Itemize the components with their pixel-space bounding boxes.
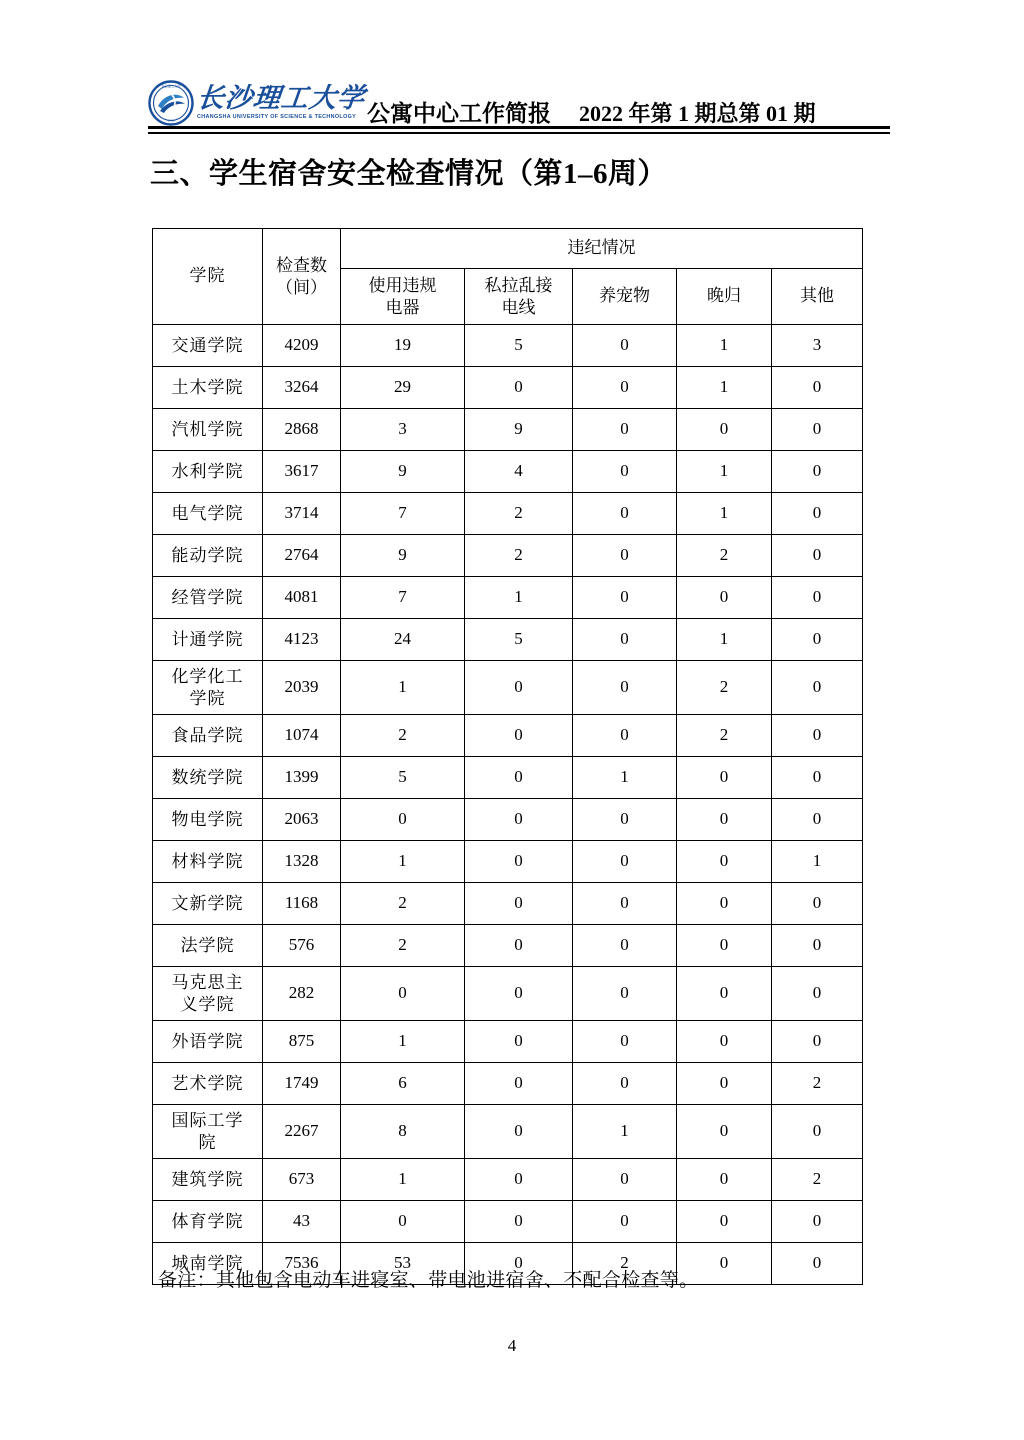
column-header-pets: 养宠物 [573,269,677,325]
appliance-label-line2: 电器 [385,297,420,317]
cell-illegal-wiring: 1 [465,577,573,619]
table-row [153,661,863,715]
header-rule-thin [148,132,890,134]
cell-other: 3 [772,325,863,367]
cell-inspected-count: 2267 [263,1105,341,1159]
cell-pets: 0 [573,325,677,367]
column-header-illegal-appliance [341,269,465,325]
table-row [153,325,863,367]
university-name-en: CHANGSHA UNIVERSITY OF SCIENCE & TECHNOLOGY [197,113,357,120]
college-name-line: 文新学院 [171,893,244,913]
table-row [153,967,863,1021]
header-rule-thick [148,126,890,129]
cell-other: 0 [772,451,863,493]
cell-inspected-count: 1399 [263,757,341,799]
cell-college-name [153,799,263,841]
cell-college-name [153,1063,263,1105]
university-logo [148,80,365,126]
cell-late-return: 1 [677,493,772,535]
cell-college-name [153,715,263,757]
cell-illegal-wiring: 0 [465,715,573,757]
wire-label-line2: 电线 [501,297,536,317]
cell-illegal-appliance: 9 [341,451,465,493]
column-header-illegal-wiring [465,269,573,325]
college-name-line: 交通学院 [171,335,244,355]
college-name-line: 法学院 [180,935,235,955]
cell-college-name [153,883,263,925]
cell-other: 0 [772,1021,863,1063]
cell-illegal-appliance: 29 [341,367,465,409]
cell-other: 0 [772,799,863,841]
cell-college-name [153,535,263,577]
cell-illegal-appliance: 2 [341,715,465,757]
cell-illegal-wiring: 5 [465,619,573,661]
cell-illegal-appliance: 1 [341,1159,465,1201]
cell-illegal-wiring: 0 [465,1159,573,1201]
cell-pets: 0 [573,799,677,841]
table-row [153,799,863,841]
college-name-line: 能动学院 [171,545,244,565]
cell-illegal-appliance: 5 [341,757,465,799]
cell-illegal-wiring: 0 [465,967,573,1021]
cell-other: 0 [772,661,863,715]
cell-pets: 1 [573,757,677,799]
college-name-line: 外语学院 [171,1031,244,1051]
cell-college-name [153,577,263,619]
cell-inspected-count: 4209 [263,325,341,367]
publication-title: 公寓中心工作简报 [367,101,551,126]
cell-late-return: 0 [677,799,772,841]
cell-illegal-wiring: 2 [465,493,573,535]
cell-pets: 0 [573,493,677,535]
cell-illegal-appliance: 0 [341,1201,465,1243]
cell-inspected-count: 2764 [263,535,341,577]
cell-late-return: 2 [677,661,772,715]
college-name-line: 汽机学院 [171,419,244,439]
cell-late-return: 1 [677,325,772,367]
column-header-college: 学院 [153,229,263,325]
cell-inspected-count: 1074 [263,715,341,757]
cell-illegal-wiring: 0 [465,367,573,409]
cell-pets: 0 [573,409,677,451]
cell-illegal-appliance: 1 [341,841,465,883]
cell-inspected-count: 576 [263,925,341,967]
cell-illegal-appliance: 3 [341,409,465,451]
cell-college-name [153,619,263,661]
cell-illegal-appliance: 53 [341,1243,465,1285]
cell-late-return: 1 [677,451,772,493]
inspected-label-line1: 检查数 [276,256,327,276]
cell-pets: 0 [573,535,677,577]
college-name-line: 数统学院 [171,767,244,787]
table-row [153,1021,863,1063]
university-seal-icon [148,80,194,126]
cell-late-return: 0 [677,757,772,799]
table-row [153,715,863,757]
wire-label-line1: 私拉乱接 [484,276,553,296]
cell-illegal-wiring: 5 [465,325,573,367]
cell-college-name [153,661,263,715]
cell-late-return: 0 [677,883,772,925]
cell-illegal-wiring: 0 [465,799,573,841]
cell-pets: 0 [573,883,677,925]
table-header-row-top [153,229,863,269]
cell-other: 0 [772,409,863,451]
college-name-line: 经管学院 [171,587,244,607]
cell-late-return: 1 [677,367,772,409]
table-row [153,409,863,451]
cell-illegal-wiring: 0 [465,883,573,925]
table-row [153,451,863,493]
cell-pets: 0 [573,967,677,1021]
cell-late-return: 0 [677,967,772,1021]
cell-other: 0 [772,1201,863,1243]
cell-college-name [153,1021,263,1063]
cell-late-return: 0 [677,1063,772,1105]
cell-illegal-wiring: 0 [465,1243,573,1285]
cell-college-name [153,451,263,493]
masthead [148,58,890,128]
cell-inspected-count: 4081 [263,577,341,619]
table-row [153,619,863,661]
cell-illegal-appliance: 6 [341,1063,465,1105]
cell-illegal-wiring: 0 [465,757,573,799]
college-name-line: 义学院 [180,994,235,1014]
cell-pets: 0 [573,661,677,715]
college-name-line: 化学化工 [171,667,244,687]
college-name-line: 土木学院 [171,377,244,397]
cell-late-return: 2 [677,535,772,577]
cell-illegal-appliance: 7 [341,493,465,535]
table-row [153,883,863,925]
cell-pets: 0 [573,367,677,409]
cell-other: 0 [772,577,863,619]
cell-inspected-count: 2063 [263,799,341,841]
cell-pets: 0 [573,1021,677,1063]
cell-other: 0 [772,367,863,409]
cell-illegal-appliance: 0 [341,799,465,841]
inspection-table-container [152,228,862,1285]
cell-other: 0 [772,967,863,1021]
cell-illegal-wiring: 0 [465,1021,573,1063]
table-row [153,1105,863,1159]
cell-illegal-wiring: 4 [465,451,573,493]
cell-late-return: 0 [677,841,772,883]
cell-inspected-count: 3264 [263,367,341,409]
cell-inspected-count: 673 [263,1159,341,1201]
college-name-line: 艺术学院 [171,1073,244,1093]
cell-illegal-appliance: 8 [341,1105,465,1159]
college-name-line: 食品学院 [171,725,244,745]
cell-other: 0 [772,493,863,535]
table-row [153,535,863,577]
cell-inspected-count: 1168 [263,883,341,925]
column-header-late-return: 晚归 [677,269,772,325]
table-row [153,757,863,799]
table-body [153,325,863,1285]
college-name-line: 物电学院 [171,809,244,829]
cell-illegal-appliance: 2 [341,883,465,925]
cell-illegal-wiring: 0 [465,661,573,715]
table-row [153,577,863,619]
cell-other: 2 [772,1159,863,1201]
cell-illegal-wiring: 0 [465,1063,573,1105]
cell-illegal-appliance: 7 [341,577,465,619]
cell-college-name [153,967,263,1021]
table-row [153,841,863,883]
cell-inspected-count: 4123 [263,619,341,661]
cell-inspected-count: 3714 [263,493,341,535]
cell-late-return: 2 [677,715,772,757]
cell-illegal-appliance: 2 [341,925,465,967]
cell-inspected-count: 43 [263,1201,341,1243]
cell-other: 0 [772,883,863,925]
svg-text:长沙理工大学: 长沙理工大学 [161,84,181,89]
column-header-other: 其他 [772,269,863,325]
college-name-line: 城南学院 [171,1253,244,1273]
cell-late-return: 0 [677,925,772,967]
cell-other: 0 [772,925,863,967]
cell-inspected-count: 282 [263,967,341,1021]
cell-illegal-appliance: 1 [341,661,465,715]
publication-issue: 2022 年第 1 期总第 01 期 [579,101,816,126]
cell-pets: 0 [573,451,677,493]
cell-illegal-wiring: 0 [465,925,573,967]
cell-pets: 1 [573,1105,677,1159]
table-row [153,1159,863,1201]
table-row [153,1201,863,1243]
cell-other: 0 [772,1243,863,1285]
cell-inspected-count: 2039 [263,661,341,715]
column-header-inspected-count [263,229,341,325]
cell-college-name [153,1159,263,1201]
cell-inspected-count: 7536 [263,1243,341,1285]
cell-college-name [153,325,263,367]
cell-college-name [153,1201,263,1243]
cell-other: 0 [772,757,863,799]
cell-pets: 0 [573,1201,677,1243]
cell-college-name [153,367,263,409]
college-name-line: 计通学院 [171,629,244,649]
dormitory-inspection-table [152,228,863,1285]
college-name-line: 建筑学院 [171,1169,244,1189]
cell-college-name [153,409,263,451]
cell-inspected-count: 875 [263,1021,341,1063]
cell-pets: 0 [573,715,677,757]
cell-other: 0 [772,535,863,577]
cell-late-return: 0 [677,1021,772,1063]
cell-pets: 0 [573,1063,677,1105]
table-footnote: 备注：其他包含电动车进寝室、带电池进宿舍、不配合检查等。 [158,1270,699,1291]
college-name-line: 国际工学 [171,1111,244,1131]
column-header-violations-group: 违纪情况 [341,229,863,269]
college-name-line: 马克思主 [171,973,244,993]
inspected-label-line2: （间） [276,277,327,297]
cell-pets: 0 [573,1159,677,1201]
cell-inspected-count: 1749 [263,1063,341,1105]
college-name-line: 水利学院 [171,461,244,481]
cell-late-return: 0 [677,577,772,619]
cell-pets: 0 [573,925,677,967]
table-row [153,493,863,535]
cell-other: 0 [772,619,863,661]
table-row [153,925,863,967]
svg-text:1956: 1956 [167,119,175,123]
college-name-line: 院 [198,1132,217,1152]
college-name-line: 材料学院 [171,851,244,871]
cell-illegal-wiring: 9 [465,409,573,451]
section-heading: 三、学生宿舍安全检查情况（第1–6周） [150,158,668,190]
cell-college-name [153,493,263,535]
cell-illegal-appliance: 24 [341,619,465,661]
cell-other: 2 [772,1063,863,1105]
cell-late-return: 0 [677,1201,772,1243]
cell-inspected-count: 2868 [263,409,341,451]
cell-illegal-wiring: 2 [465,535,573,577]
cell-college-name [153,1105,263,1159]
college-name-line: 学院 [189,688,226,708]
table-row [153,1063,863,1105]
cell-late-return: 0 [677,1159,772,1201]
cell-pets: 0 [573,841,677,883]
cell-late-return: 1 [677,619,772,661]
cell-late-return: 0 [677,1243,772,1285]
cell-illegal-wiring: 0 [465,841,573,883]
cell-illegal-appliance: 1 [341,1021,465,1063]
cell-late-return: 0 [677,1105,772,1159]
cell-pets: 0 [573,577,677,619]
table-row [153,367,863,409]
cell-illegal-appliance: 0 [341,967,465,1021]
cell-college-name [153,925,263,967]
cell-other: 1 [772,841,863,883]
cell-pets: 2 [573,1243,677,1285]
cell-inspected-count: 3617 [263,451,341,493]
college-name-line: 体育学院 [171,1211,244,1231]
appliance-label-line1: 使用违规 [368,276,437,296]
cell-illegal-wiring: 0 [465,1201,573,1243]
cell-college-name [153,841,263,883]
page-number: 4 [507,1336,517,1355]
cell-inspected-count: 1328 [263,841,341,883]
college-name-line: 电气学院 [171,503,244,523]
cell-other: 0 [772,1105,863,1159]
cell-college-name [153,757,263,799]
university-logo-text [195,82,367,120]
cell-late-return: 0 [677,409,772,451]
cell-illegal-appliance: 9 [341,535,465,577]
cell-pets: 0 [573,619,677,661]
cell-illegal-appliance: 19 [341,325,465,367]
table-header [153,229,863,325]
cell-other: 0 [772,715,863,757]
university-name-cn: 长沙理工大学 [195,82,367,113]
cell-illegal-wiring: 0 [465,1105,573,1159]
